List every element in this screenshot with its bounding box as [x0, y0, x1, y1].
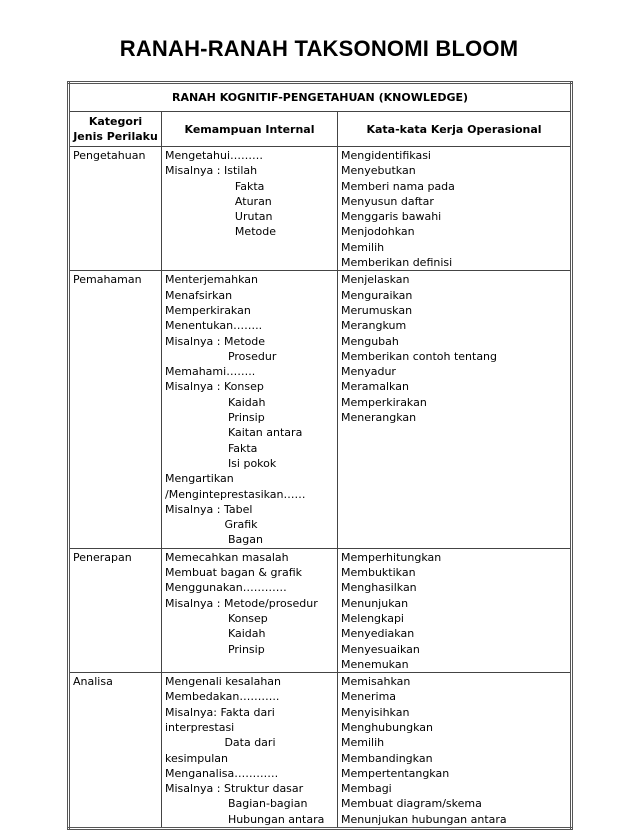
table-header-row	[69, 112, 572, 147]
table-row	[69, 548, 572, 672]
row-kemampuan: Mengetahui……… Misalnya : Istilah Fakta Aturan Urutan Metode	[162, 147, 338, 271]
page-title: RANAH-RANAH TAKSONOMI BLOOM	[119, 36, 519, 61]
header-kategori	[69, 112, 162, 147]
row-kata-kerja: Memperhitungkan Membuktikan Menghasilkan Menunjukan Melengkapi Menyediakan Menyesuaikan Menemukan	[338, 548, 572, 672]
table-banner: RANAH KOGNITIF-PENGETAHUAN (KNOWLEDGE)	[69, 83, 572, 112]
row-kata-kerja: Mengidentifikasi Menyebutkan Memberi nama pada Menyusun daftar Menggaris bawahi Menjodohkan Memilih Memberikan definisi	[338, 147, 572, 271]
row-kategori: Analisa	[69, 673, 162, 829]
row-kemampuan: Menterjemahkan Menafsirkan Memperkirakan Menentukan…….. Misalnya : Metode Prosedur Memahami…….. Misalnya : Konsep Kaidah Prinsip Kaitan antara Fakta Isi pokok Mengartikan /Menginteprestasikan…… Misalnya : Tabel Grafik Bagan	[162, 271, 338, 548]
row-kata-kerja: Menjelaskan Menguraikan Merumuskan Merangkum Mengubah Memberikan contoh tentang Menyadur Meramalkan Memperkirakan Menerangkan	[338, 271, 572, 548]
header-kategori-line1: Kategori	[88, 115, 143, 128]
table-row	[69, 673, 572, 829]
table-row	[69, 147, 572, 271]
header-kemampuan: Kemampuan Internal	[162, 112, 338, 147]
row-kategori: Pemahaman	[69, 271, 162, 548]
table-row	[69, 271, 572, 548]
row-kategori: Pengetahuan	[69, 147, 162, 271]
row-kemampuan: Mengenali kesalahan Membedakan……….. Misalnya: Fakta dari interprestasi Data dari kesimpulan Menganalisa………… Misalnya : Struktur dasar Bagian-bagian Hubungan antara	[162, 673, 338, 829]
header-kata-kerja: Kata-kata Kerja Operasional	[338, 112, 572, 147]
row-kategori: Penerapan	[69, 548, 162, 672]
row-kemampuan: Memecahkan masalah Membuat bagan & grafik Menggunakan………… Misalnya : Metode/prosedur Konsep Kaidah Prinsip	[162, 548, 338, 672]
row-kata-kerja: Memisahkan Menerima Menyisihkan Menghubungkan Memilih Membandingkan Mempertentangkan Membagi Membuat diagram/skema Menunjukan hubungan antara	[338, 673, 572, 829]
taxonomy-table	[67, 81, 573, 830]
header-kategori-line2: Jenis Perilaku	[73, 130, 158, 143]
